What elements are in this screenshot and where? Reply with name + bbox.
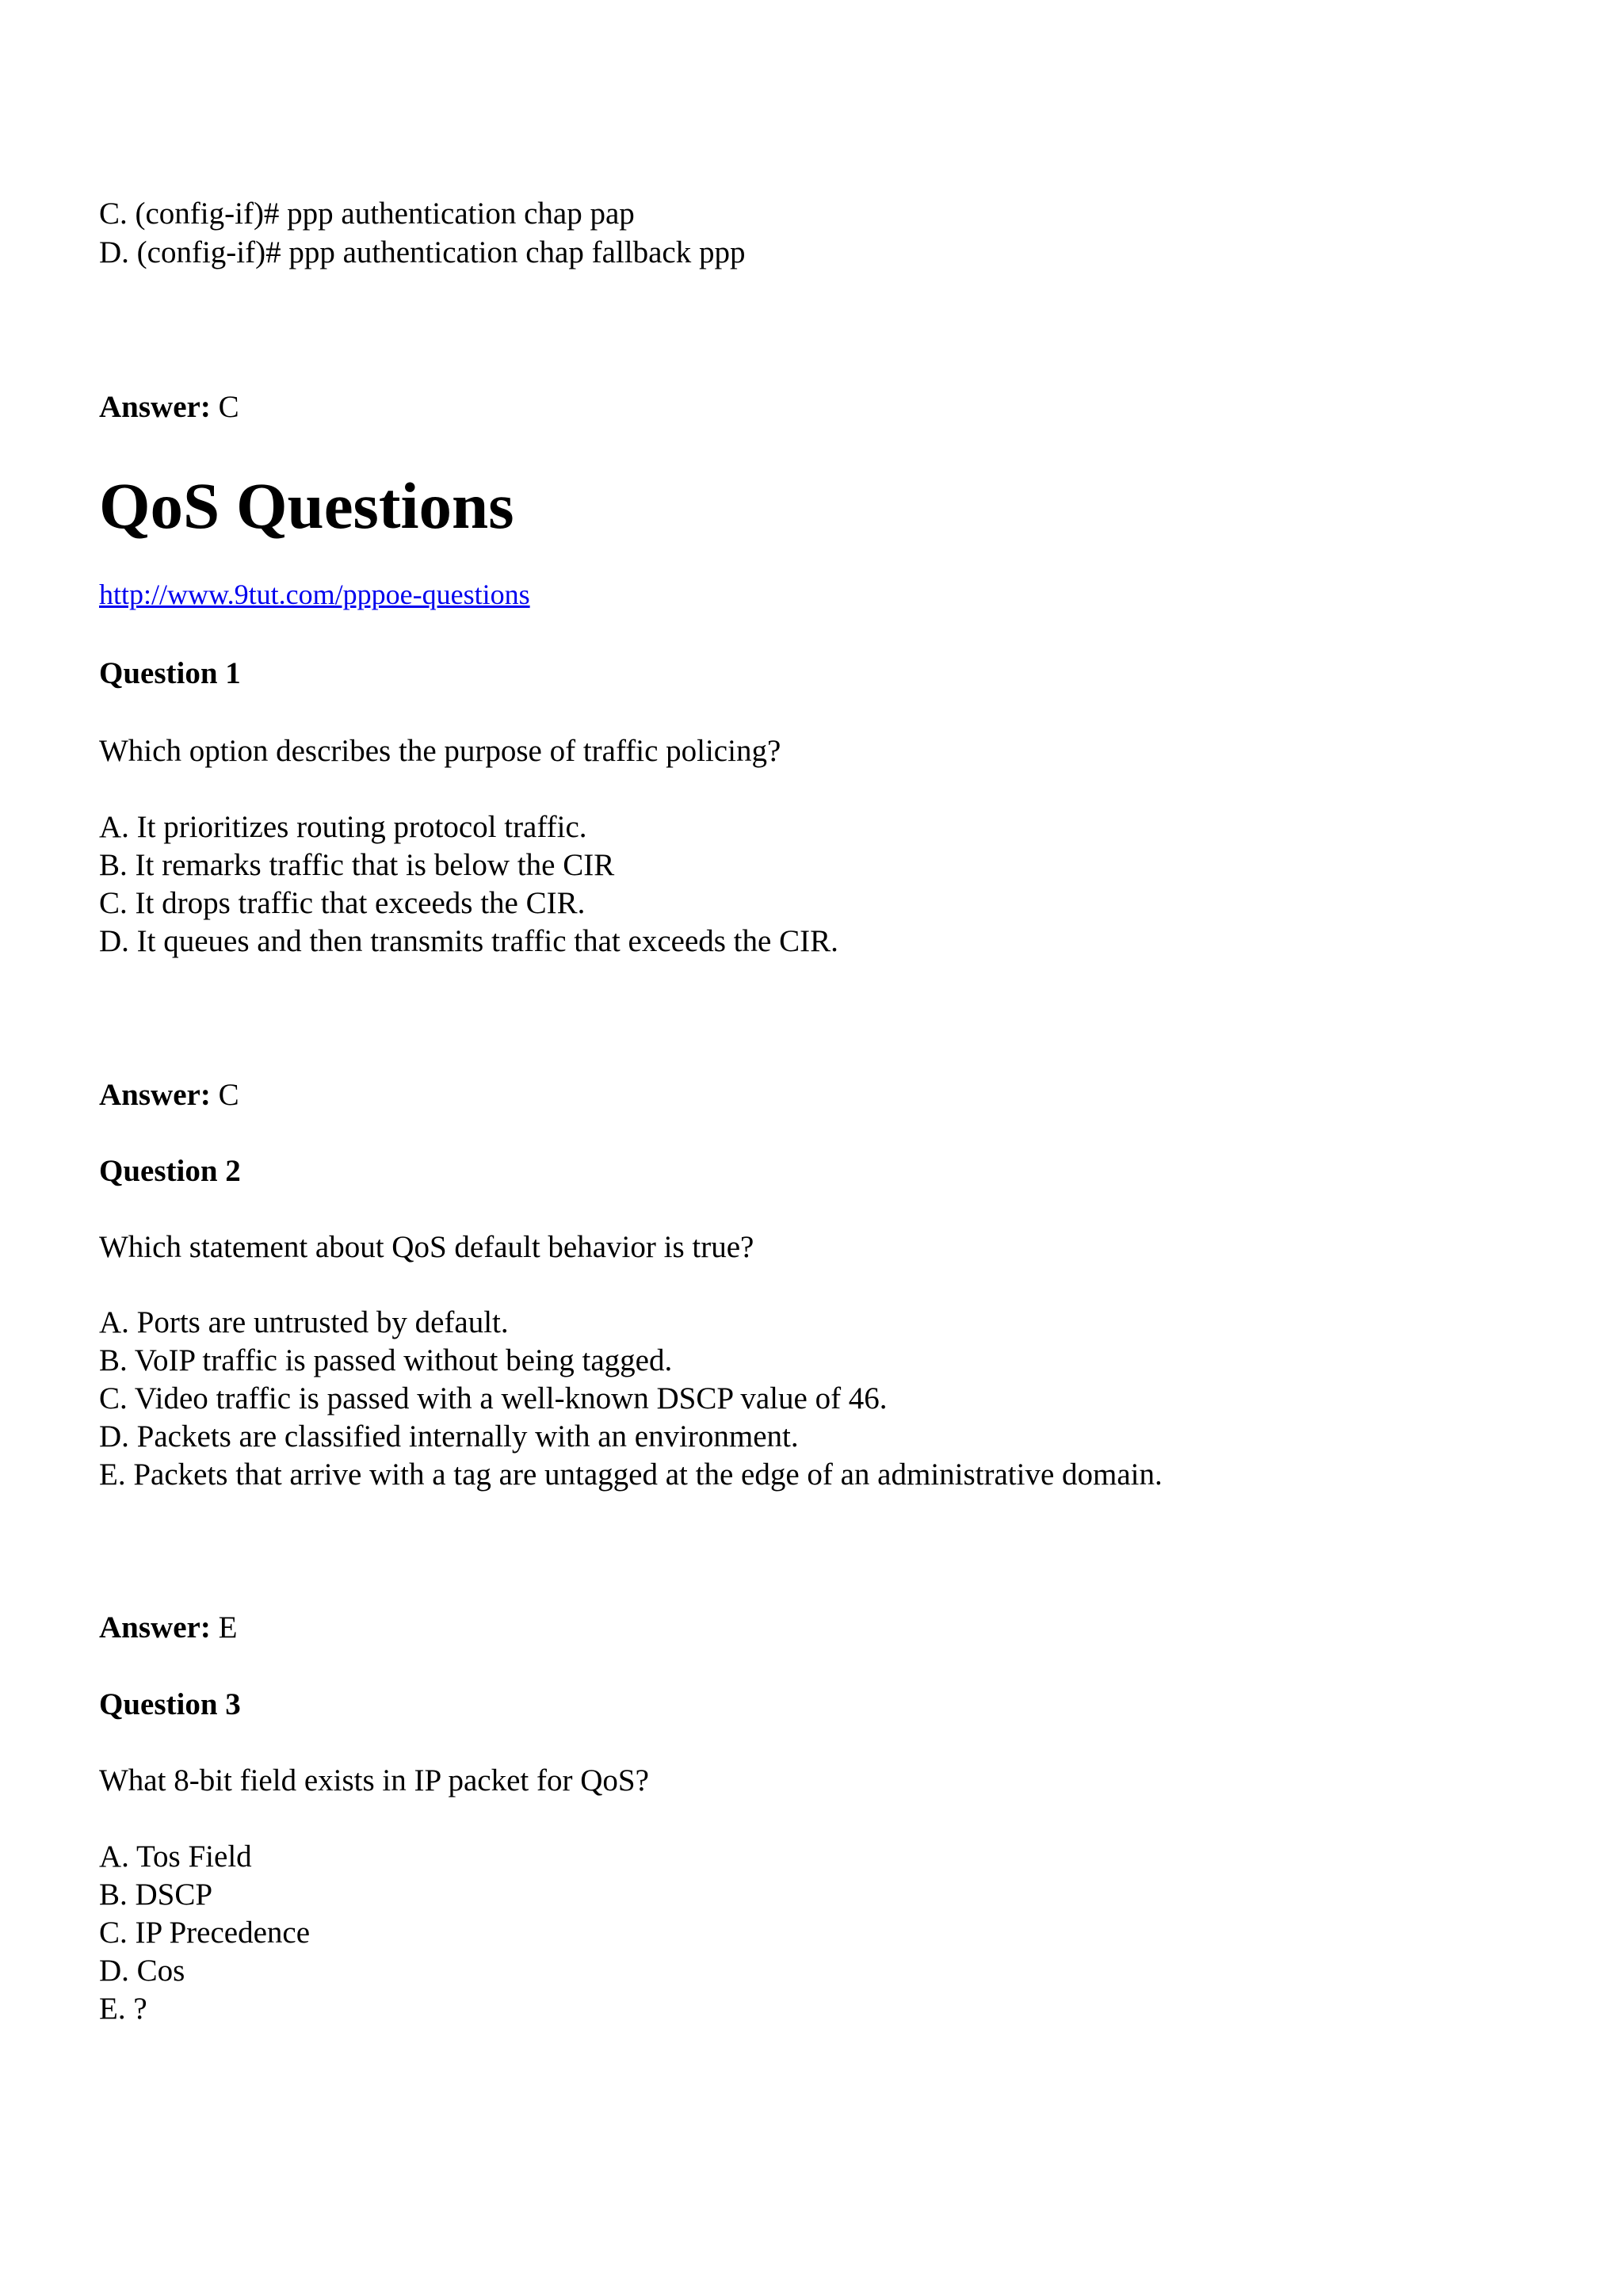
question-3-option-c: C. IP Precedence	[99, 1916, 311, 1950]
answer-value: C	[218, 390, 239, 424]
answer-label: Answer:	[99, 390, 211, 424]
answer-value: E	[218, 1610, 238, 1645]
question-2-heading: Question 2	[99, 1154, 241, 1188]
prev-option-c: C. (config-if)# ppp authentication chap pap	[99, 197, 635, 231]
question-2-option-c: C. Video traffic is passed with a well-known DSCP value of 46.	[99, 1381, 888, 1415]
question-3-option-b: B. DSCP	[99, 1878, 213, 1912]
question-2-option-b: B. VoIP traffic is passed without being tagged.	[99, 1343, 673, 1377]
answer-value: C	[218, 1078, 239, 1112]
question-1-heading: Question 1	[99, 656, 241, 690]
question-3-option-d: D. Cos	[99, 1954, 185, 1988]
question-1-option-c: C. It drops traffic that exceeds the CIR.	[99, 886, 586, 920]
question-3-option-a: A. Tos Field	[99, 1839, 252, 1874]
prev-option-d: D. (config-if)# ppp authentication chap fallback ppp	[99, 235, 746, 269]
question-3-heading: Question 3	[99, 1687, 241, 1721]
question-1-answer-line	[99, 1076, 239, 1114]
section-link[interactable]: http://www.9tut.com/pppoe-questions	[99, 579, 530, 610]
answer-label: Answer:	[99, 1610, 211, 1645]
question-3-option-e: E. ?	[99, 1992, 147, 2026]
answer-label: Answer:	[99, 1078, 211, 1112]
question-1-option-b: B. It remarks traffic that is below the CIR	[99, 848, 615, 882]
prev-answer-line	[99, 388, 239, 426]
question-3-prompt: What 8-bit field exists in IP packet for QoS?	[99, 1763, 649, 1797]
question-1-option-d: D. It queues and then transmits traffic that exceeds the CIR.	[99, 924, 838, 958]
question-2-prompt: Which statement about QoS default behavior is true?	[99, 1230, 754, 1264]
section-title: QoS Questions	[99, 469, 514, 542]
question-2-option-e: E. Packets that arrive with a tag are untagged at the edge of an administrative domain.	[99, 1457, 1163, 1492]
question-2-option-d: D. Packets are classified internally with an environment.	[99, 1419, 799, 1454]
question-2-option-a: A. Ports are untrusted by default.	[99, 1305, 509, 1339]
question-1-prompt: Which option describes the purpose of traffic policing?	[99, 734, 781, 768]
question-1-option-a: A. It prioritizes routing protocol traffic.	[99, 810, 587, 844]
question-2-answer-line	[99, 1609, 237, 1647]
